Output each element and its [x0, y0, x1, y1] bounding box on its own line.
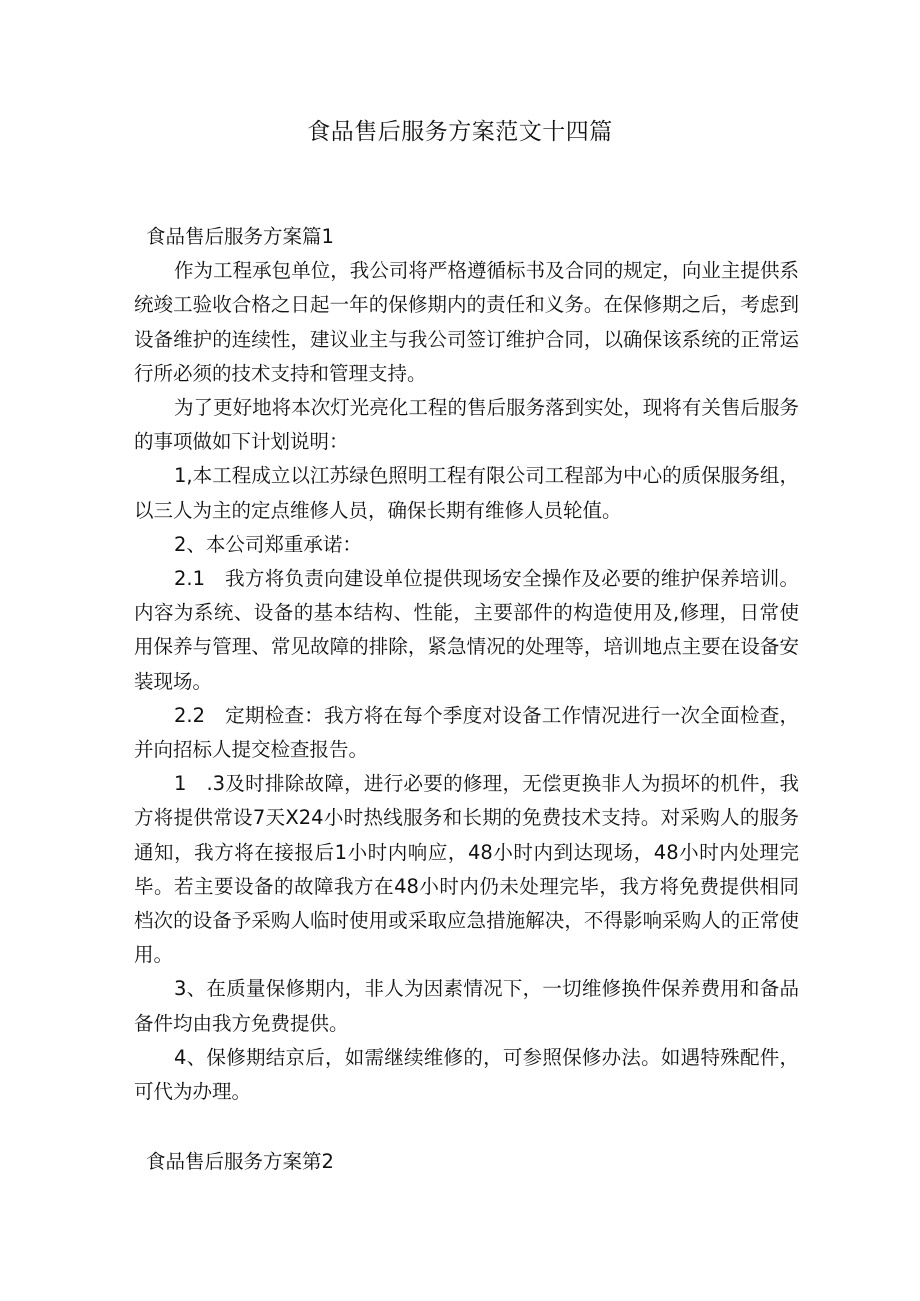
- paragraph: 2.2 定期检查：我方将在每个季度对设备工作情况进行一次全面检查，并向招标人提交检查报告。: [134, 703, 799, 762]
- section-heading: 食品售后服务方案篇1: [146, 225, 334, 248]
- section-divider: [134, 1109, 799, 1145]
- section-heading: 食品售后服务方案第2: [146, 1150, 334, 1174]
- paragraph: 3、在质量保修期内，非人为因素情况下，一切维修换件保养费用和备品备件均由我方免费提供。: [134, 977, 799, 1035]
- document-body: [134, 220, 799, 1179]
- paragraph: 1 .3及时排除故障，进行必要的修理，无偿更换非人为损坏的机件，我方将提供常设7天X24小时热线服务和长期的免费技术支持。对采购人的服务通知，我方将在接报后1小时内响应，48小时内到达现场，48小时内处理完毕。若主要设备的故障我方在48小时内仍未处理完毕，我方将免费提供相同档次的设备予采购人临时使用或采取应急措施解决，不得影响采购人的正常使用。: [134, 772, 799, 967]
- section-2: [134, 1145, 799, 1179]
- document-title: 食品售后服务方案范文十四篇: [307, 119, 613, 145]
- paragraph: 4、保修期结京后，如需继续维修的，可参照保修办法。如遇特殊配件，可代为办理。: [134, 1045, 799, 1104]
- paragraph: 2.1 我方将负责向建设单位提供现场安全操作及必要的维护保养培训。内容为系统、设备的基本结构、性能，主要部件的构造使用及,修理，日常使用保养与管理、常见故障的排除，紧急情况的处理等，培训地点主要在设备安装现场。: [134, 567, 799, 693]
- paragraph: 作为工程承包单位，我公司将严格遵循标书及合同的规定，向业主提供系统竣工验收合格之日起一年的保修期内的责任和义务。在保修期之后，考虑到设备维护的连续性，建议业主与我公司签订维护合同，以确保该系统的正常运行所必须的技术支持和管理支持。: [134, 259, 799, 385]
- paragraph: 2、本公司郑重承诺：: [174, 532, 362, 556]
- paragraph: 为了更好地将本次灯光亮化工程的售后服务落到实处，现将有关售后服务的事项做如下计划说明：: [134, 396, 799, 454]
- section-1: [134, 220, 799, 1109]
- paragraph: 1,本工程成立以江苏绿色照明工程有限公司工程部为中心的质保服务组，以三人为主的定点维修人员，确保长期有维修人员轮值。: [134, 464, 799, 522]
